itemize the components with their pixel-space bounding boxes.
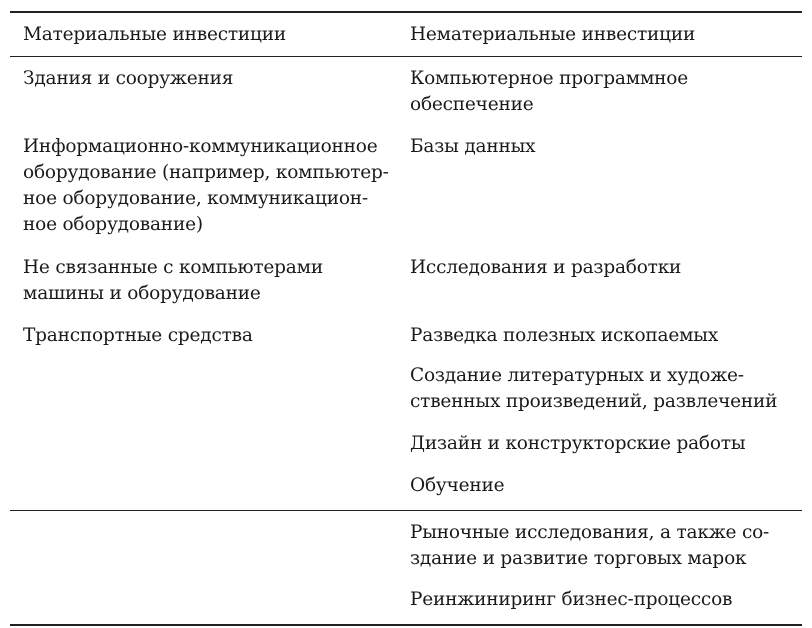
tangible-item: Здания и сооружения	[23, 68, 234, 89]
tangible-item: Не связанные с компьютерами машины и оборудование	[23, 257, 323, 304]
intangible-item: Базы данных	[410, 136, 536, 157]
intangible-item: Реинжиниринг бизнес-процессов	[410, 589, 733, 610]
intangible-item: Разведка полезных ископаемых	[410, 325, 719, 346]
header-intangible: Нематериальные инвестиции	[410, 24, 696, 45]
investment-table	[10, 0, 802, 628]
page-break-rule	[10, 510, 802, 511]
intangible-item: Рыночные исследования, а также со- здание и развитие торговых марок	[410, 522, 770, 569]
header-rule	[10, 56, 802, 57]
tangible-item: Транспортные средства	[23, 325, 253, 346]
intangible-item: Исследования и разработки	[410, 257, 682, 278]
intangible-item: Дизайн и конструкторские работы	[410, 433, 746, 454]
intangible-item: Компьютерное программное обеспечение	[410, 68, 688, 115]
tangible-item: Информационно-коммуникационное оборудование (например, компьютер- ное оборудование, коммуникацион- ное оборудование)	[23, 136, 389, 235]
header-tangible: Материальные инвестиции	[23, 24, 286, 45]
table-top-rule	[10, 11, 802, 13]
table-bottom-rule	[10, 624, 802, 626]
intangible-item: Создание литературных и художе- ственных произведений, развлечений	[410, 365, 778, 412]
intangible-item: Обучение	[410, 475, 505, 496]
